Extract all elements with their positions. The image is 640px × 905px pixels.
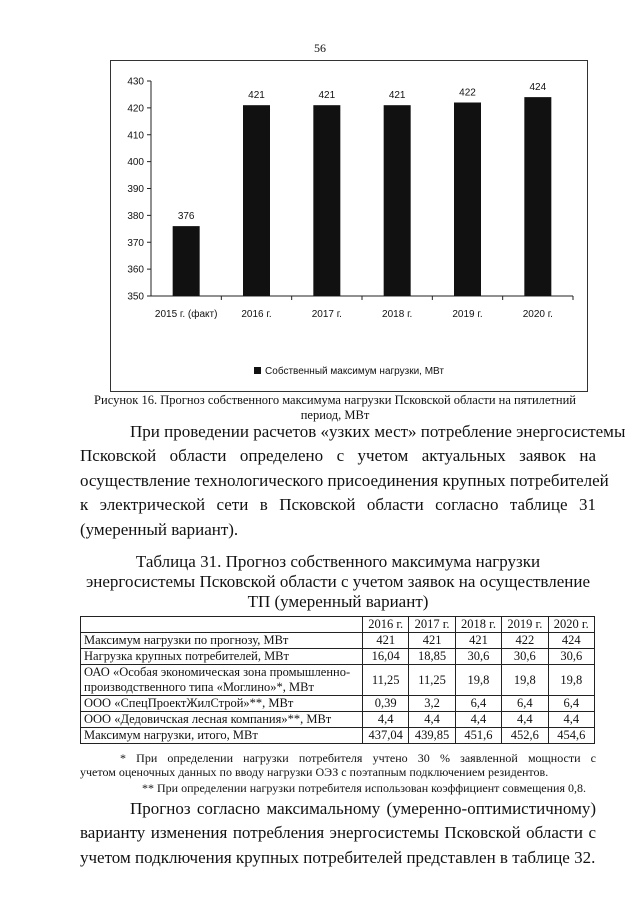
table-header-cell: 2017 г. (409, 617, 455, 633)
table-cell: 16,04 (363, 649, 409, 665)
table-cell: 19,8 (548, 665, 594, 696)
table-header-cell: 2018 г. (455, 617, 501, 633)
table-cell: ООО «Дедовичская лесная компания»**, МВт (81, 712, 363, 728)
table-cell: 6,4 (455, 696, 501, 712)
footnote-2: ** При определении нагрузки потребителя использован коэффициент совмещения 0,8. (142, 781, 586, 795)
table-row (81, 633, 595, 649)
footnote-1 (80, 751, 596, 779)
data-label: 421 (248, 90, 265, 102)
table-cell: 422 (502, 633, 548, 649)
table-cell: 30,6 (455, 649, 501, 665)
paragraph-1-line: (умеренный вариант). (80, 519, 239, 539)
chart-legend (111, 366, 587, 377)
x-tick-label: 2015 г. (факт) (154, 309, 218, 320)
table-cell: 19,8 (502, 665, 548, 696)
table-header-cell: 2016 г. (363, 617, 409, 633)
table-cell: ООО «СпецПроектЖилСтрой»**, МВт (81, 696, 363, 712)
y-tick-label: 410 (127, 130, 144, 142)
x-tick-label: 2019 г. (452, 309, 483, 320)
figure-caption: Рисунок 16. Прогноз собственного максимума нагрузки Псковской области на пятилетний период, МВт (94, 393, 576, 422)
paragraph-1 (80, 420, 626, 542)
table-cell: 451,6 (455, 728, 501, 744)
data-label: 376 (177, 211, 195, 223)
table-header-cell: 2020 г. (548, 617, 594, 633)
data-label: 421 (318, 90, 336, 102)
table-header-cell: 2019 г. (502, 617, 548, 633)
table-row (81, 665, 595, 696)
table-cell: Максимум нагрузки по прогнозу, МВт (81, 633, 363, 649)
table-cell: 439,85 (409, 728, 455, 744)
y-tick-label: 370 (127, 237, 144, 249)
table-header-row (81, 617, 595, 633)
table-cell: 4,4 (502, 712, 548, 728)
footnote-1-line: * При определении нагрузки потребителя учтено 30 % заявленной мощности с (120, 751, 596, 765)
paragraph-1-line: к электрической сети в Псковской области согласно таблице 31 (80, 495, 596, 515)
page-number: 56 (314, 41, 326, 55)
table-row (81, 696, 595, 712)
table-cell: 30,6 (548, 649, 594, 665)
table-cell: 11,25 (409, 665, 455, 696)
table-cell: 11,25 (363, 665, 409, 696)
table-cell: Максимум нагрузки, итого, МВт (81, 728, 363, 744)
paragraph-2-line: Прогноз согласно максимальному (умеренно-оптимистичному) (130, 799, 596, 818)
table-row (81, 728, 595, 744)
table-cell: 19,8 (455, 665, 501, 696)
table-cell: ОАО «Особая экономическая зона промышленно-производственного типа «Моглино»*, МВт (81, 665, 363, 696)
y-tick-label: 430 (127, 76, 144, 88)
table-cell: 4,4 (409, 712, 455, 728)
table-cell: 4,4 (548, 712, 594, 728)
table-cell: 18,85 (409, 649, 455, 665)
table-cell: 424 (548, 633, 594, 649)
paragraph-2-line: учетом подключения крупных потребителей представлен в таблице 32. (80, 847, 596, 867)
data-label: 421 (388, 90, 406, 102)
table-cell: 454,6 (548, 728, 594, 744)
table-cell: 6,4 (548, 696, 594, 712)
paragraph-1-line: Псковской области определено с учетом актуальных заявок на (80, 446, 596, 466)
table-cell: 0,39 (363, 696, 409, 712)
x-tick-label: 2018 г. (382, 309, 413, 320)
y-tick-label: 400 (127, 157, 144, 169)
y-tick-label: 420 (127, 103, 144, 115)
bar (313, 105, 340, 296)
bar (243, 105, 270, 296)
x-tick-label: 2017 г. (311, 309, 342, 320)
table-cell: 421 (455, 633, 501, 649)
table-cell: 6,4 (502, 696, 548, 712)
table-cell: 437,04 (363, 728, 409, 744)
table-cell: 452,6 (502, 728, 548, 744)
table-cell: 30,6 (502, 649, 548, 665)
table-title: Таблица 31. Прогноз собственного максимума нагрузки энергосистемы Псковской области с учетом заявок на осуществление ТП (умеренный вариант) (85, 552, 591, 611)
y-tick-label: 360 (127, 264, 144, 276)
table-cell: Нагрузка крупных потребителей, МВт (81, 649, 363, 665)
table-cell: 421 (363, 633, 409, 649)
paragraph-2 (80, 797, 596, 870)
bar-chart (111, 61, 587, 391)
footnote-1-line: учетом оценочных данных по вводу нагрузки ОЭЗ с поэтапным подключением резидентов. (80, 765, 549, 779)
bar (454, 103, 481, 297)
bar (173, 226, 200, 296)
data-label: 422 (459, 87, 476, 99)
table-row (81, 649, 595, 665)
table-row (81, 712, 595, 728)
bar (384, 105, 411, 296)
paragraph-1-line: При проведении расчетов «узких мест» потребление энергосистемы (130, 422, 626, 441)
legend-label: Собственный максимум нагрузки, МВт (265, 366, 444, 377)
forecast-table (80, 616, 595, 744)
legend-swatch (254, 367, 261, 374)
table-cell: 3,2 (409, 696, 455, 712)
paragraph-2-line: варианту изменения потребления энергосистемы Псковской области с (80, 823, 596, 843)
bar (524, 97, 551, 296)
y-tick-label: 390 (127, 184, 144, 195)
y-tick-label: 350 (127, 291, 144, 303)
x-tick-label: 2020 г. (522, 309, 553, 320)
table-header-cell (81, 617, 363, 633)
table-cell: 4,4 (455, 712, 501, 728)
paragraph-1-line: осуществление технологического присоединения крупных потребителей (80, 470, 609, 490)
table-cell: 4,4 (363, 712, 409, 728)
data-label: 424 (529, 82, 547, 94)
table-cell: 421 (409, 633, 455, 649)
x-tick-label: 2016 г. (241, 309, 272, 320)
chart-container (110, 60, 588, 392)
y-tick-label: 380 (127, 210, 144, 222)
